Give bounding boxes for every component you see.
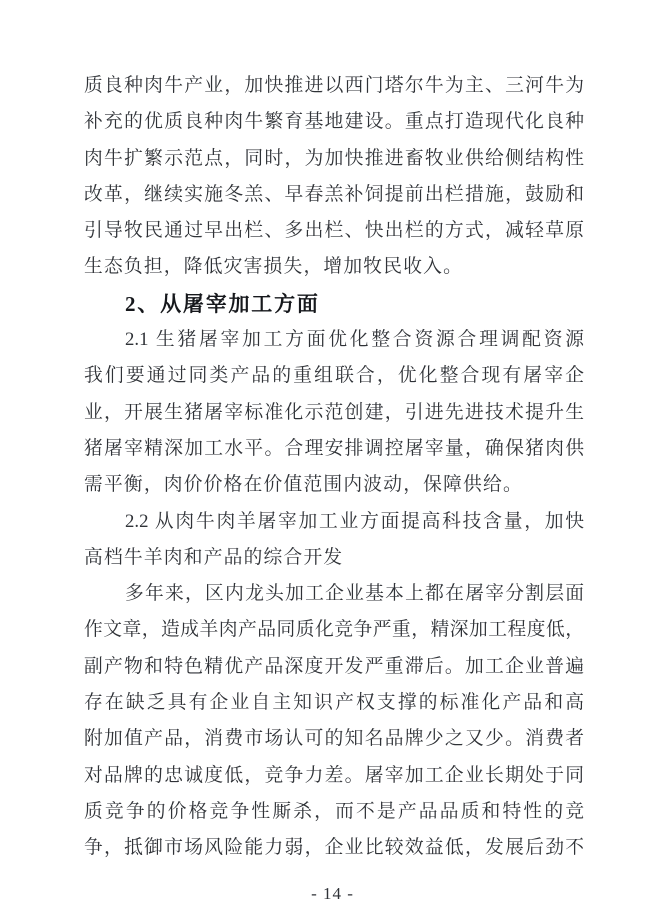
page-number: - 14 - xyxy=(311,884,354,903)
document-body xyxy=(84,68,584,867)
text-line: 生态负担，降低灾害损失，增加牧民收入。 xyxy=(84,256,464,278)
text-line: 对品牌的忠诚度低，竞争力差。屠宰加工企业长期处于同 xyxy=(84,764,584,786)
text-line: 引导牧民通过早出栏、多出栏、快出栏的方式，减轻草原 xyxy=(84,220,584,242)
text-line: 副产物和特色精优产品深度开发严重滞后。加工企业普遍 xyxy=(84,655,584,677)
text-line: 作文章，造成羊肉产品同质化竞争严重，精深加工程度低， xyxy=(84,619,584,641)
subsection-line: 2.2 从肉牛肉羊屠宰加工业方面提高科技含量，加快 xyxy=(125,510,584,532)
text-line: 我们要通过同类产品的重组联合，优化整合现有屠宰企 xyxy=(84,365,584,387)
subsection-line: 2.1 生猪屠宰加工方面优化整合资源合理调配资源 xyxy=(125,329,584,351)
section-heading: 2、从屠宰加工方面 xyxy=(125,291,320,316)
text-line: 业，开展生猪屠宰标准化示范创建，引进先进技术提升生 xyxy=(84,401,584,423)
text-line: 附加值产品，消费市场认可的知名品牌少之又少。消费者 xyxy=(84,728,584,750)
text-line: 争，抵御市场风险能力弱，企业比较效益低，发展后劲不 xyxy=(84,837,584,859)
text-line: 需平衡，肉价价格在价值范围内波动，保障供给。 xyxy=(84,474,523,496)
text-line: 质竞争的价格竞争性厮杀，而不是产品品质和特性的竞 xyxy=(84,800,584,822)
text-line: 猪屠宰精深加工水平。合理安排调控屠宰量，确保猪肉供 xyxy=(84,437,584,459)
text-line: 高档牛羊肉和产品的综合开发 xyxy=(84,546,344,568)
text-line: 存在缺乏具有企业自主知识产权支撑的标准化产品和高 xyxy=(84,692,584,714)
text-line: 肉牛扩繁示范点，同时，为加快推进畜牧业供给侧结构性 xyxy=(84,147,584,169)
text-line: 改革，继续实施冬羔、早春羔补饲提前出栏措施，鼓励和 xyxy=(84,183,584,205)
text-line: 质良种肉牛产业，加快推进以西门塔尔牛为主、三河牛为 xyxy=(84,75,584,96)
text-line: 补充的优质良种肉牛繁育基地建设。重点打造现代化良种 xyxy=(84,111,584,133)
text-line: 多年来，区内龙头加工企业基本上都在屠宰分割层面 xyxy=(125,583,584,605)
